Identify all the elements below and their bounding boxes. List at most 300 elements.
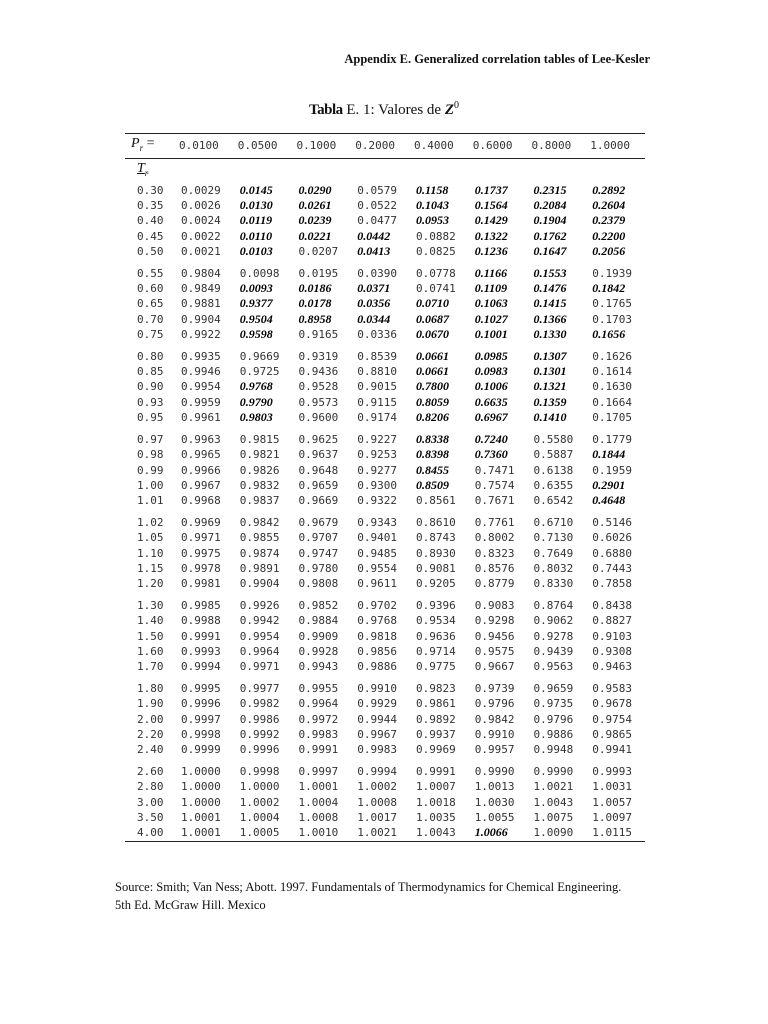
z0-cell: 0.9227 — [357, 432, 397, 446]
z0-cell: 0.9991 — [416, 764, 456, 778]
z0-cell: 0.9967 — [357, 728, 397, 741]
z0-cell: 0.9993 — [592, 764, 632, 778]
z0-cell: 1.0115 — [586, 825, 645, 841]
table-row — [125, 447, 645, 462]
z0-cell: 0.9837 — [239, 494, 280, 508]
table-row — [125, 213, 645, 228]
z0-cell: 0.0290 — [298, 182, 332, 197]
z0-cell: 0.9775 — [416, 660, 456, 674]
z0-cell: 0.8610 — [416, 515, 456, 529]
z0-cell: 0.9964 — [298, 697, 339, 711]
z0-cell: 0.0985 — [474, 348, 508, 363]
z0-cell: 1.0010 — [293, 825, 352, 841]
z0-cell: 0.1626 — [592, 349, 632, 363]
tr-value: 1.80 — [137, 681, 164, 695]
z0-cell: 0.9625 — [298, 432, 339, 446]
pr-value: 0.6000 — [469, 134, 528, 159]
tr-value: 1.00 — [137, 478, 164, 492]
z0-cell: 0.0413 — [357, 244, 391, 259]
z0-cell: 0.9964 — [239, 644, 280, 658]
table-row — [125, 343, 645, 364]
table-row — [125, 696, 645, 711]
z0-cell: 0.9253 — [357, 448, 397, 462]
tr-value: 0.97 — [137, 432, 164, 446]
z0-cell: 0.9852 — [298, 598, 339, 612]
z0-cell: 0.9892 — [416, 712, 456, 726]
z0-cell: 0.8330 — [533, 577, 574, 591]
z0-cell: 0.0026 — [181, 199, 221, 212]
tr-value: 2.80 — [137, 780, 164, 794]
z0-cell: 0.0661 — [416, 364, 449, 379]
table-row — [125, 795, 645, 810]
tr-value: 2.20 — [137, 728, 164, 741]
z0-cell: 0.9954 — [239, 629, 280, 643]
table-row — [125, 364, 645, 379]
z0-cell: 0.9600 — [298, 411, 339, 425]
z0-cell: 0.9944 — [357, 712, 397, 726]
z0-cell: 1.0057 — [592, 795, 632, 809]
z0-cell: 0.9861 — [416, 697, 456, 711]
z0-cell: 0.9707 — [298, 531, 339, 545]
z0-cell: 0.1476 — [533, 281, 567, 296]
z0-cell: 0.8398 — [416, 447, 449, 462]
z0-cell: 1.0000 — [181, 780, 221, 794]
tr-value: 0.95 — [137, 411, 164, 425]
table-row — [125, 312, 645, 327]
z0-cell: 0.9983 — [298, 728, 339, 741]
z0-cell: 0.9935 — [181, 349, 221, 363]
z0-cell: 0.9965 — [181, 448, 221, 462]
tr-value: 1.05 — [137, 531, 164, 545]
z0-cell: 0.9015 — [357, 380, 397, 394]
z0-cell: 0.6355 — [533, 478, 574, 492]
z0-cell: 0.1330 — [533, 327, 567, 342]
z0-cell: 0.9528 — [298, 380, 339, 394]
z0-cell: 0.1236 — [474, 244, 508, 259]
z0-cell: 0.1006 — [474, 379, 508, 394]
z0-cell: 0.2892 — [592, 182, 626, 197]
z0-cell: 0.0029 — [181, 183, 221, 197]
z0-cell: 0.0119 — [239, 213, 273, 228]
z0-cell: 1.0008 — [298, 811, 339, 825]
z0-cell: 0.9205 — [416, 577, 456, 591]
z0-cell: 0.0442 — [357, 228, 391, 243]
z0-cell: 1.0000 — [181, 795, 221, 809]
z0-cell: 0.9874 — [239, 546, 280, 560]
table-row — [125, 478, 645, 493]
z0-cell: 0.9904 — [239, 577, 280, 591]
z0-cell: 0.0710 — [416, 296, 449, 311]
z0-cell: 0.1844 — [592, 447, 626, 462]
tr-value: 0.90 — [137, 380, 164, 394]
z0-cell: 0.9997 — [181, 712, 221, 726]
z0-cell: 0.8323 — [474, 546, 515, 560]
z0-cell: 1.0021 — [351, 825, 410, 841]
z0-cell: 0.9463 — [592, 660, 632, 674]
z0-cell: 0.9319 — [298, 349, 339, 363]
z0-cell: 0.8032 — [533, 561, 574, 575]
z0-cell: 0.0983 — [474, 364, 508, 379]
z0-cell: 0.9456 — [474, 629, 515, 643]
z0-cell: 0.9995 — [181, 681, 221, 695]
z0-cell: 0.9988 — [181, 614, 221, 628]
tr-value: 1.50 — [137, 629, 164, 643]
z0-cell: 0.9994 — [181, 660, 221, 674]
z0-cell: 0.9714 — [416, 644, 456, 658]
z0-cell: 0.9891 — [239, 561, 280, 575]
z0-cell: 0.9855 — [239, 531, 280, 545]
z0-cell: 0.1703 — [592, 312, 632, 326]
table-row — [125, 530, 645, 545]
table-row — [125, 183, 645, 198]
z0-cell: 0.9991 — [181, 629, 221, 643]
z0-cell: 0.0110 — [239, 228, 273, 243]
z0-cell: 0.9943 — [298, 660, 339, 674]
z0-cell: 0.9826 — [239, 463, 280, 477]
z0-cell: 0.9996 — [239, 743, 280, 757]
tr-value: 1.90 — [137, 697, 164, 711]
z0-cell: 0.9998 — [181, 728, 221, 741]
table-row — [125, 644, 645, 659]
z0-cell: 0.8779 — [474, 577, 515, 591]
z0-cell: 1.0002 — [357, 780, 397, 794]
z0-cell: 0.1043 — [416, 198, 449, 212]
z0-cell: 1.0002 — [239, 795, 280, 809]
pr-value: 0.0500 — [234, 134, 293, 159]
z0-cell: 0.9083 — [474, 598, 515, 612]
tr-value: 1.01 — [137, 494, 164, 508]
z0-cell: 0.7761 — [474, 515, 515, 529]
z0-cell: 0.6138 — [533, 463, 574, 477]
z0-cell: 0.1158 — [416, 182, 449, 197]
pr-label: $P_r$ = — [125, 134, 175, 159]
z0-cell: 1.0017 — [357, 811, 397, 825]
z0-cell: 0.9832 — [239, 478, 280, 492]
z0-cell: 0.7471 — [474, 463, 515, 477]
table-row — [125, 426, 645, 447]
z0-cell: 0.9821 — [239, 448, 280, 462]
z0-cell: 0.9928 — [298, 644, 339, 658]
z0-cell: 0.1647 — [533, 244, 567, 259]
z0-cell: 0.9401 — [357, 531, 397, 545]
z0-cell: 0.1001 — [474, 327, 508, 342]
z0-cell: 0.8438 — [592, 598, 632, 612]
z0-cell: 0.9981 — [181, 577, 221, 591]
z0-cell: 0.9804 — [181, 266, 221, 280]
z0-cell: 0.0207 — [298, 245, 339, 259]
z0-cell: 0.1737 — [474, 182, 508, 197]
z0-cell: 0.9910 — [474, 728, 515, 741]
z0-cell: 0.0661 — [416, 348, 449, 363]
z0-cell: 0.9842 — [239, 515, 280, 529]
z0-cell: 0.9968 — [181, 494, 221, 508]
table-row — [125, 779, 645, 794]
pr-value: 1.0000 — [586, 134, 645, 159]
z0-cell: 0.1762 — [533, 228, 567, 243]
z0-cell: 0.9992 — [239, 728, 280, 741]
z0-cell: 0.8059 — [416, 394, 449, 409]
z0-cell: 0.5887 — [533, 448, 574, 462]
table-row — [125, 592, 645, 613]
z0-cell: 0.7443 — [592, 561, 632, 575]
z0-cell: 0.2901 — [592, 477, 626, 492]
z0-cell: 0.9504 — [239, 311, 273, 326]
z0-cell: 0.6710 — [533, 515, 574, 529]
z0-cell: 0.1959 — [592, 463, 632, 477]
table-body — [125, 183, 645, 842]
z0-cell: 0.9815 — [239, 432, 280, 446]
z0-cell: 0.8576 — [474, 561, 515, 575]
table-row — [125, 712, 645, 727]
z0-cell: 0.0390 — [357, 266, 397, 280]
z0-cell: 1.0097 — [592, 811, 632, 825]
z0-cell: 0.0186 — [298, 281, 332, 296]
z0-cell: 0.9983 — [357, 743, 397, 757]
table-row — [125, 463, 645, 478]
z0-cell: 1.0035 — [416, 811, 456, 825]
z0-cell: 1.0004 — [298, 795, 339, 809]
z0-cell: 1.0007 — [416, 780, 456, 794]
z0-cell: 0.9922 — [181, 328, 221, 342]
tr-value: 2.00 — [137, 712, 164, 726]
tr-label: $T_r$ — [137, 160, 149, 178]
z0-cell: 0.9993 — [181, 644, 221, 658]
z0-cell: 0.9174 — [357, 411, 397, 425]
z0-cell: 0.2200 — [592, 228, 626, 243]
table-row — [125, 810, 645, 825]
z0-cell: 0.9954 — [181, 380, 221, 394]
z0-cell: 0.9990 — [533, 764, 574, 778]
z0-cell: 0.1630 — [592, 380, 632, 394]
z0-cell: 0.9754 — [592, 712, 632, 726]
z0-cell: 0.9659 — [298, 478, 339, 492]
z0-cell: 0.9955 — [298, 681, 339, 695]
z0-cell: 0.1656 — [592, 327, 626, 342]
z0-cell: 0.9886 — [357, 660, 397, 674]
z0-cell: 0.9941 — [592, 743, 632, 757]
table-title — [0, 100, 768, 119]
z0-cell: 0.0778 — [416, 266, 456, 280]
z0-cell: 0.2315 — [533, 182, 567, 197]
tr-value: 2.40 — [137, 743, 164, 757]
z0-cell: 0.9436 — [298, 365, 339, 379]
z0-cell: 0.9485 — [357, 546, 397, 560]
table-row — [125, 675, 645, 696]
z0-cell: 0.1553 — [533, 265, 567, 280]
pr-value: 0.1000 — [293, 134, 352, 159]
z0-cell: 0.0022 — [181, 229, 221, 243]
tr-header-row — [125, 158, 645, 182]
z0-cell: 0.9904 — [181, 312, 221, 326]
z0-cell: 0.9959 — [181, 395, 221, 409]
z0-cell: 0.9573 — [298, 395, 339, 409]
z0-cell: 0.9563 — [533, 660, 574, 674]
z0-cell: 0.0336 — [357, 328, 397, 342]
z0-cell: 0.9999 — [181, 743, 221, 757]
z0-cell: 0.9996 — [181, 697, 221, 711]
z0-cell: 0.9884 — [298, 614, 339, 628]
z0-cell: 0.0825 — [416, 245, 456, 259]
z0-cell: 0.2084 — [533, 198, 567, 212]
z0-cell: 0.9994 — [357, 764, 397, 778]
z0-cell: 0.8810 — [357, 365, 397, 379]
z0-cell: 0.9735 — [533, 697, 574, 711]
z0-cell: 0.9910 — [357, 681, 397, 695]
z0-cell: 0.1939 — [592, 266, 632, 280]
z0-cell: 0.9849 — [181, 282, 221, 296]
tr-value: 0.55 — [137, 266, 164, 280]
z0-cell: 0.9081 — [416, 561, 456, 575]
table-row — [125, 561, 645, 576]
z0-cell: 0.9937 — [416, 728, 456, 741]
z0-cell: 0.8002 — [474, 531, 515, 545]
z0-cell: 0.9278 — [533, 629, 574, 643]
z0-cell: 0.0522 — [357, 199, 397, 212]
z0-cell: 0.8455 — [416, 462, 449, 477]
table-row — [125, 576, 645, 591]
z0-cell: 0.0477 — [357, 214, 397, 228]
z0-cell: 0.6542 — [533, 494, 574, 508]
z0-cell: 0.9971 — [181, 531, 221, 545]
z0-cell: 0.9669 — [239, 349, 280, 363]
table-row — [125, 410, 645, 425]
z0-cell: 0.9277 — [357, 463, 397, 477]
z0-cell: 0.0021 — [181, 245, 221, 259]
tr-value: 0.93 — [137, 395, 164, 409]
z0-cell: 0.1359 — [533, 394, 567, 409]
z0-cell: 0.0221 — [298, 228, 332, 243]
tr-value: 0.35 — [137, 199, 164, 212]
table-row — [125, 758, 645, 779]
z0-cell: 0.9062 — [533, 614, 574, 628]
table-row — [125, 659, 645, 674]
z0-cell: 0.9971 — [239, 660, 280, 674]
z0-cell: 0.9343 — [357, 515, 397, 529]
z0-cell: 0.9165 — [298, 328, 339, 342]
z0-cell: 0.9972 — [298, 712, 339, 726]
z0-cell: 0.9583 — [592, 681, 632, 695]
z0-cell: 0.1027 — [474, 311, 508, 326]
z0-cell: 0.8743 — [416, 531, 456, 545]
z0-cell: 0.8338 — [416, 431, 449, 446]
z0-cell: 0.1842 — [592, 281, 626, 296]
table-row — [125, 260, 645, 281]
z0-cell: 0.0093 — [239, 281, 273, 296]
z0-cell: 0.9946 — [181, 365, 221, 379]
tr-value: 0.45 — [137, 229, 164, 243]
z0-cell: 0.9790 — [239, 394, 273, 409]
z0-cell: 0.9982 — [239, 697, 280, 711]
z0-cell: 0.9747 — [298, 546, 339, 560]
z0-cell: 0.8539 — [357, 349, 397, 363]
z0-cell: 0.7649 — [533, 546, 574, 560]
pr-value: 0.4000 — [410, 134, 469, 159]
tr-value: 3.50 — [137, 811, 164, 825]
z0-cell: 0.9967 — [181, 478, 221, 492]
table-row — [125, 546, 645, 561]
z0-cell: 0.1366 — [533, 311, 567, 326]
z0-cell: 0.6635 — [474, 394, 508, 409]
pr-value: 0.2000 — [351, 134, 410, 159]
z0-cell: 0.9396 — [416, 598, 456, 612]
tr-value: 1.20 — [137, 577, 164, 591]
z0-cell: 0.9678 — [592, 697, 632, 711]
z0-cell: 1.0030 — [474, 795, 515, 809]
z0-cell: 0.1307 — [533, 348, 567, 363]
z0-cell: 0.1166 — [474, 265, 508, 280]
z0-cell: 0.0579 — [357, 183, 397, 197]
z0-cell: 0.0953 — [416, 213, 449, 228]
z0-cell: 0.9298 — [474, 614, 515, 628]
z0-cell: 0.9963 — [181, 432, 221, 446]
z0-cell: 0.9768 — [357, 614, 397, 628]
z0-cell: 0.9377 — [239, 296, 273, 311]
z0-cell: 0.9948 — [533, 743, 574, 757]
z0-cell: 1.0000 — [181, 764, 221, 778]
z0-cell: 0.9909 — [298, 629, 339, 643]
z0-cell: 1.0001 — [181, 811, 221, 825]
z0-cell: 0.0687 — [416, 311, 449, 326]
title-superscript: 0 — [454, 100, 459, 111]
table-row — [125, 395, 645, 410]
source-line-2: 5th Ed. McGraw Hill. Mexico — [115, 898, 266, 912]
z0-cell: 1.0031 — [592, 780, 632, 794]
table-row — [125, 727, 645, 742]
z0-cell: 0.9739 — [474, 681, 515, 695]
z0-cell: 0.2056 — [592, 244, 626, 259]
z0-cell: 0.1322 — [474, 228, 508, 243]
z0-cell: 0.0344 — [357, 311, 391, 326]
z0-cell: 0.9115 — [357, 395, 397, 409]
table-row — [125, 825, 645, 841]
source-line-1: Source: Smith; Van Ness; Abott. 1997. Fundamentals of Thermodynamics for Chemical Engineering. — [115, 880, 622, 894]
z0-cell: 0.0195 — [298, 266, 339, 280]
z0-cell: 0.1564 — [474, 198, 508, 212]
z0-cell: 0.9977 — [239, 681, 280, 695]
tr-value: 1.15 — [137, 561, 164, 575]
tr-value: 0.70 — [137, 312, 164, 326]
tr-value: 3.00 — [137, 795, 164, 809]
z0-cell: 0.9780 — [298, 561, 339, 575]
z0-cell: 1.0018 — [416, 795, 456, 809]
z0-cell: 0.9865 — [592, 728, 632, 741]
table-row — [125, 296, 645, 311]
z0-cell: 0.9942 — [239, 614, 280, 628]
z0-cell: 0.9997 — [298, 764, 339, 778]
table-row — [125, 613, 645, 628]
z0-cell: 1.0043 — [410, 825, 469, 841]
z0-cell: 0.9986 — [239, 712, 280, 726]
z0-cell: 0.9669 — [298, 494, 339, 508]
z0-cell: 0.9842 — [474, 712, 515, 726]
tr-value: 0.65 — [137, 297, 164, 311]
z0-cell: 0.1779 — [592, 432, 632, 446]
z0-cell: 1.0090 — [528, 825, 587, 841]
z0-cell: 0.9103 — [592, 629, 632, 643]
z0-cell: 0.9969 — [416, 743, 456, 757]
z0-cell: 0.9300 — [357, 478, 397, 492]
z0-cell: 0.8509 — [416, 477, 449, 492]
pr-header-row — [125, 134, 645, 159]
z0-cell: 0.9856 — [357, 644, 397, 658]
z0-cell: 0.1429 — [474, 213, 508, 228]
table-row — [125, 244, 645, 259]
z0-cell: 0.7858 — [592, 577, 632, 591]
tr-value: 4.00 — [125, 825, 175, 841]
z0-cell: 0.1664 — [592, 395, 632, 409]
table-row — [125, 629, 645, 644]
tr-value: 0.30 — [137, 183, 164, 197]
